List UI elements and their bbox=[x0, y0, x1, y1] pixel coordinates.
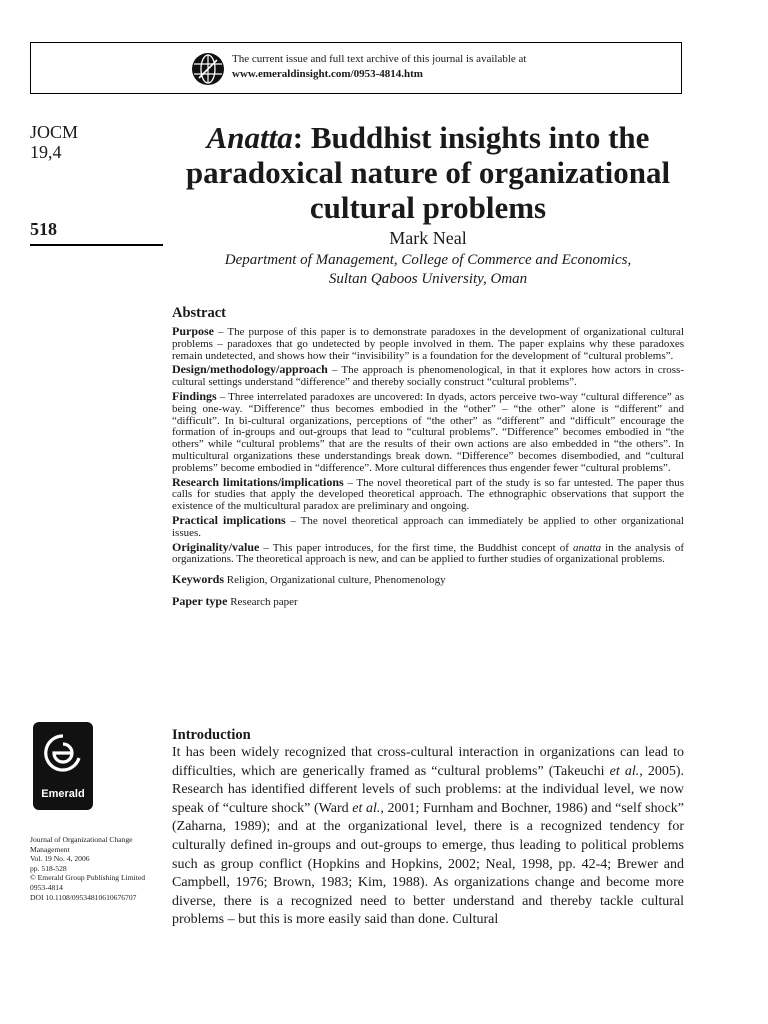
abstract-purpose bbox=[172, 326, 684, 362]
introduction-heading: Introduction bbox=[172, 727, 251, 743]
meta-line: Vol. 19 No. 4, 2006 bbox=[30, 854, 90, 864]
article-title bbox=[172, 120, 684, 225]
section-text: – This paper introduces, for the first time, the Buddhist concept of bbox=[259, 541, 573, 554]
volume-issue: 19,4 bbox=[30, 142, 62, 162]
paper-type-label: Paper type bbox=[172, 594, 228, 609]
section-label: Design/methodology/approach bbox=[172, 362, 328, 377]
affiliation-line: Sultan Qaboos University, Oman bbox=[328, 271, 528, 287]
meta-line: © Emerald Group Publishing Limited bbox=[30, 873, 146, 883]
abstract-heading: Abstract bbox=[172, 305, 226, 321]
abstract-section bbox=[172, 305, 684, 609]
meta-line: Journal of Organizational Change bbox=[30, 835, 133, 844]
title-italic-word: Anatta bbox=[206, 120, 293, 155]
abstract-originality bbox=[172, 539, 684, 567]
section-text: – The approach is phenomenological, in that it explores how actors in cross-cultural settings understand “difference” and thereby socially construct “cultural problems”. bbox=[172, 364, 684, 389]
affiliation-line: Department of Management, College of Commerce and Economics, bbox=[224, 252, 632, 268]
keywords-label: Keywords bbox=[172, 572, 224, 587]
section-text: – The novel theoretical approach can immediately be applied to other organizational issues. bbox=[172, 514, 684, 539]
abstract-findings bbox=[172, 388, 684, 475]
publication-metadata bbox=[30, 835, 170, 902]
keywords bbox=[172, 572, 684, 587]
title-rest: : Buddhist insights into the paradoxical nature of organizational cultural problems bbox=[185, 120, 671, 225]
introduction-section bbox=[172, 727, 684, 930]
paper-type bbox=[172, 594, 684, 609]
keywords-text: Religion, Organizational culture, Phenomenology bbox=[224, 574, 446, 587]
abstract-limitations bbox=[172, 474, 684, 513]
section-label: Practical implications bbox=[172, 512, 286, 527]
section-text: – The novel theoretical part of the study is so far untested. The paper thus calls for studies that apply the developed theoretical approach. The ethnographic observations that support the existence of the multicultural paradox are preliminary and ongoing. bbox=[172, 476, 684, 513]
author-affiliation bbox=[172, 251, 684, 289]
section-text: – Three interrelated paradoxes are uncovered: In dyads, actors perceive two-way “cultural difference” as being one-way. “Difference” thus becomes embodied in the “other” – “the other” alone is “different” and “difficult”. In bi-cultural organizations, perceptions of “the other” as “different” and “difficult” encourage the formation of in-groups and out-groups that lead to “cultural problems”. “Difference” becomes embodied in “the others” while “cultural problems” that are the results of their own actions are also embedded in “the others”. In multicultural organizations these understandings break down. “Difference” becomes disembodied, and “cultural problems” become embodied in “difference”. More cultural differences thus engender fewer “cultural problems”. bbox=[172, 390, 684, 474]
doi-line: DOI 10.1108/09534810610676707 bbox=[30, 892, 137, 902]
abstract-practical bbox=[172, 512, 684, 540]
emerald-logo bbox=[33, 722, 93, 810]
page-number-rule bbox=[30, 244, 163, 246]
intro-text: , 2001; Furnham and Bochner, 1986) and “self shock” (Zaharna, 1989); and at the organizational level, there is a recognized tendency for culturally defined in-groups and out-groups to emerge, thus leading to political problems such as group conflict (Hopkins and Hopkins, 2002; Neal, 1998, pp. 42-4; Brewer and Campbell, 1976; Brown, 1983; Kim, 1988). As organizations change and become more diverse, there is a recognized need to better understand and thereby tackle cultural problems – but this is more easily said than done. Cultural bbox=[172, 800, 685, 928]
meta-line: Management bbox=[30, 844, 70, 854]
journal-abbrev: JOCM bbox=[30, 122, 79, 142]
author-name: Mark Neal bbox=[389, 228, 467, 248]
meta-line: pp. 518-528 bbox=[30, 863, 67, 873]
intro-text: , 2005). Research has identified different levels of such problems: at the individual level, we now speak of “culture shock” (Ward bbox=[172, 763, 684, 816]
section-label: Findings bbox=[172, 388, 217, 403]
emerald-swirl-icon bbox=[43, 732, 83, 782]
abstract-design bbox=[172, 364, 684, 389]
section-text: – The purpose of this paper is to demonstrate paradoxes in the development of organizational cultural problems – paradoxes that go undetected by people involved in them. The paper explains why these paradoxes remain undetected, and shows how their “invisibility” is a foundation for the development of “cultural problems”. bbox=[172, 326, 684, 362]
journal-access-notice bbox=[30, 42, 682, 94]
paper-type-text: Research paper bbox=[227, 596, 298, 609]
intro-text: It has been widely recognized that cross-cultural interaction in organizations can lead to difficulties, which are generically framed as “cultural problems” (Takeuchi bbox=[172, 745, 684, 779]
introduction-paragraph bbox=[172, 744, 684, 930]
section-label: Originality/value bbox=[172, 539, 260, 554]
journal-url-link[interactable]: www.emeraldinsight.com/0953-4814.htm bbox=[232, 68, 423, 80]
italic-term: et al. bbox=[609, 763, 640, 779]
notice-line: The current issue and full text archive of this journal is available at bbox=[232, 53, 527, 65]
italic-term: anatta bbox=[572, 541, 602, 554]
italic-term: et al. bbox=[352, 800, 381, 816]
section-text: in the analysis of organizations. The theoretical approach is new, and can be applied to further studies of organizational problems. bbox=[172, 541, 684, 566]
globe-icon bbox=[191, 52, 225, 86]
page-number: 518 bbox=[30, 219, 57, 239]
meta-line: 0953-4814 bbox=[30, 882, 63, 892]
section-label: Research limitations/implications bbox=[172, 474, 344, 489]
journal-code bbox=[30, 122, 78, 162]
section-label: Purpose bbox=[172, 324, 214, 338]
emerald-logo-text: Emerald bbox=[41, 788, 85, 800]
